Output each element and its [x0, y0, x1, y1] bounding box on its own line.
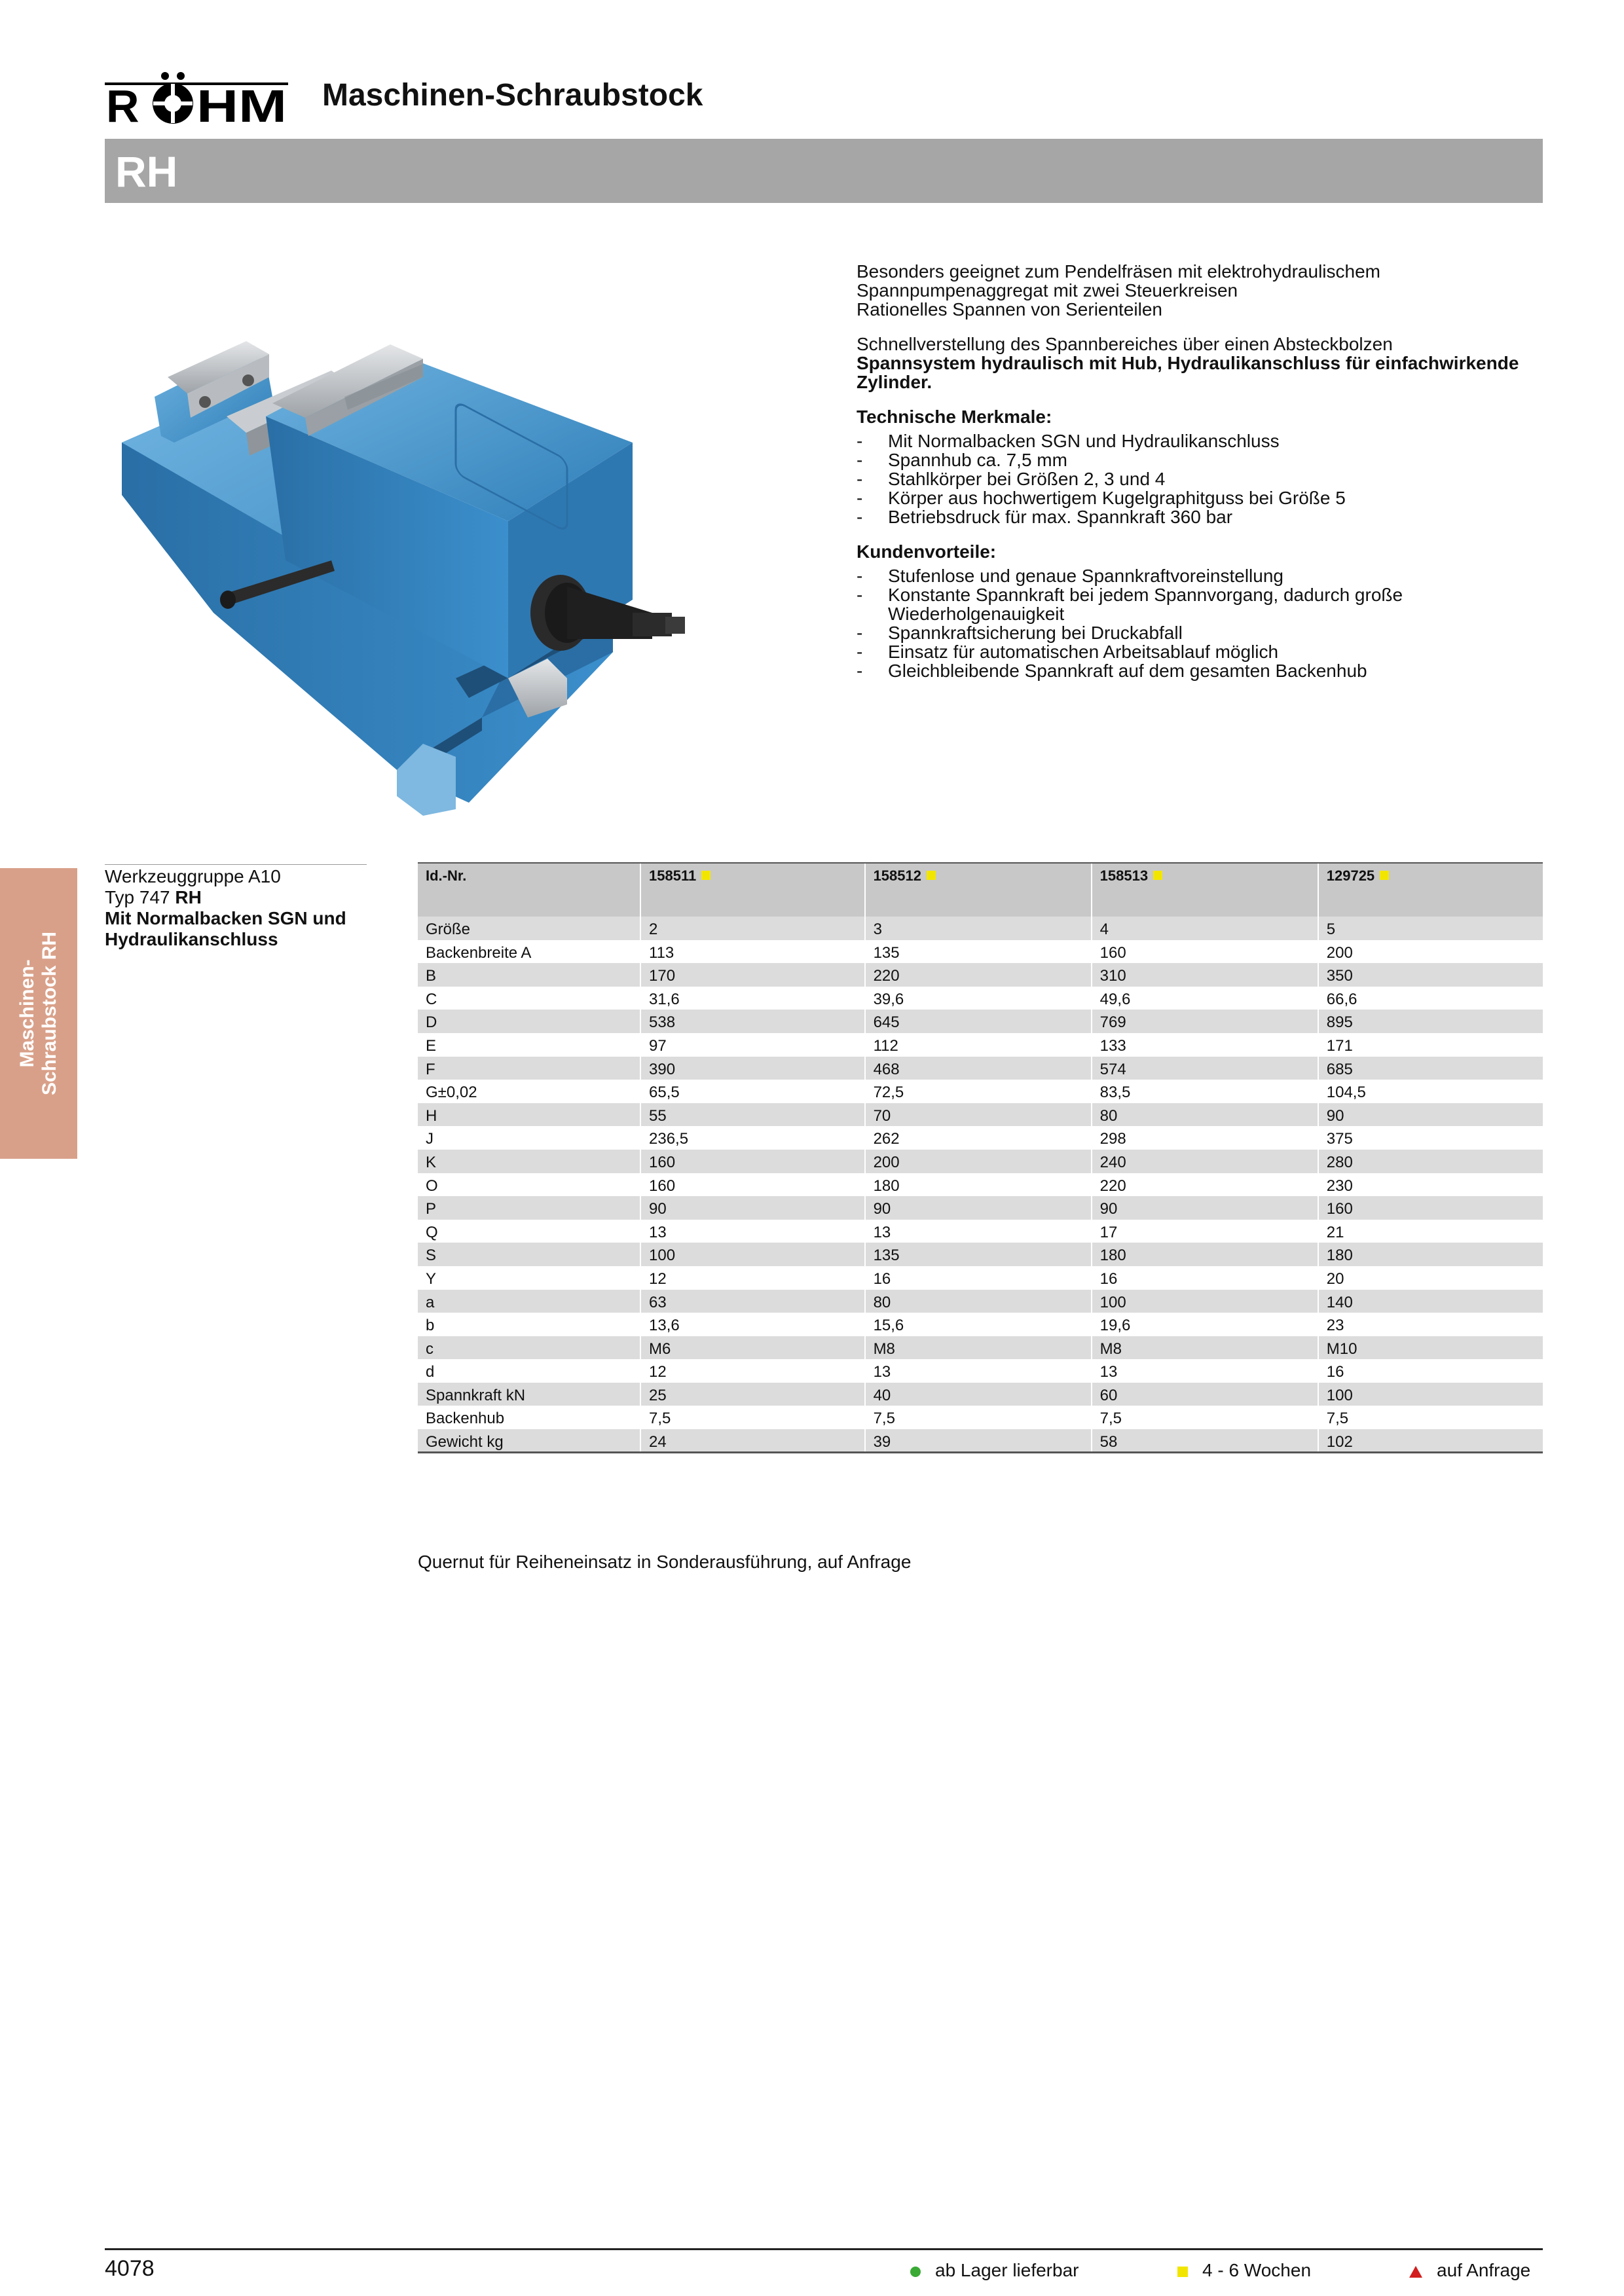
table-cell: 20: [1318, 1266, 1543, 1290]
row-label: E: [418, 1033, 640, 1057]
table-cell: 310: [1092, 963, 1318, 987]
table-cell: 15,6: [865, 1313, 1092, 1336]
side-tab: [0, 868, 77, 1159]
table-row: [418, 1173, 1543, 1197]
table-row: [418, 1243, 1543, 1266]
table-cell: 104,5: [1318, 1080, 1543, 1103]
list-item-text: Stahlkörper bei Größen 2, 3 und 4: [888, 469, 1166, 489]
technical-features-heading: Technische Merkmale:: [857, 407, 1052, 427]
table-cell: 25: [640, 1383, 865, 1406]
table-row: [418, 1150, 1543, 1173]
vise-product-image: [115, 246, 822, 816]
column-header: [640, 863, 865, 917]
list-item: [857, 488, 1538, 507]
table-cell: 574: [1092, 1057, 1318, 1080]
list-item: [857, 450, 1538, 469]
row-label: Backenbreite A: [418, 940, 640, 964]
list-item-text: Betriebsdruck für max. Spannkraft 360 bar: [888, 507, 1233, 527]
table-cell: 171: [1318, 1033, 1543, 1057]
dash: -: [857, 431, 863, 451]
jaw-info-line1: Mit Normalbacken SGN und: [105, 908, 346, 928]
series-label: RH: [115, 147, 178, 196]
customer-benefits-list: [857, 566, 1538, 680]
table-cell: 70: [865, 1103, 1092, 1127]
customer-benefits-heading: Kundenvorteile:: [857, 541, 997, 562]
table-row: [418, 1103, 1543, 1127]
page-title: Maschinen-Schraubstock: [322, 78, 703, 113]
table-row: [418, 1126, 1543, 1150]
table-cell: 135: [865, 1243, 1092, 1266]
spec-table: [418, 862, 1543, 1453]
table-cell: 140: [1318, 1290, 1543, 1313]
table-cell: 538: [640, 1010, 865, 1033]
row-label: J: [418, 1126, 640, 1150]
row-label: Größe: [418, 917, 640, 940]
row-label: d: [418, 1359, 640, 1383]
table-cell: 5: [1318, 917, 1543, 940]
legend-label: auf Anfrage: [1437, 2260, 1531, 2280]
row-label: Gewicht kg: [418, 1429, 640, 1453]
row-label: O: [418, 1173, 640, 1197]
column-header: Id.-Nr.: [418, 863, 640, 917]
roehm-logo: [105, 71, 288, 127]
table-row: [418, 1196, 1543, 1220]
table-cell: 39: [865, 1429, 1092, 1453]
column-header: [1318, 863, 1543, 917]
table-row: [418, 1336, 1543, 1360]
side-tab-line2: Schraubstock RH: [39, 931, 60, 1096]
table-cell: 13,6: [640, 1313, 865, 1336]
table-cell: 63: [640, 1290, 865, 1313]
list-item-text: Einsatz für automatischen Arbeitsablauf möglich: [888, 642, 1279, 662]
row-label: G±0,02: [418, 1080, 640, 1103]
table-cell: 375: [1318, 1126, 1543, 1150]
table-cell: 100: [1318, 1383, 1543, 1406]
row-label: D: [418, 1010, 640, 1033]
row-label: C: [418, 987, 640, 1010]
list-item-text: Spannhub ca. 7,5 mm: [888, 450, 1067, 470]
table-cell: 97: [640, 1033, 865, 1057]
availability-square-icon: [927, 871, 936, 880]
row-label: P: [418, 1196, 640, 1220]
list-item-text: Spannkraftsicherung bei Druckabfall: [888, 623, 1183, 643]
table-cell: 895: [1318, 1010, 1543, 1033]
table-cell: 350: [1318, 963, 1543, 987]
column-header: [1092, 863, 1318, 917]
tool-type-prefix: Typ 747: [105, 887, 175, 907]
table-cell: 2: [640, 917, 865, 940]
table-cell: 180: [1318, 1243, 1543, 1266]
table-cell: 23: [1318, 1313, 1543, 1336]
dash: -: [857, 642, 863, 662]
tool-type-bold: RH: [175, 887, 202, 907]
table-row: [418, 1313, 1543, 1336]
table-row: [418, 1290, 1543, 1313]
table-cell: 13: [865, 1359, 1092, 1383]
table-cell: 133: [1092, 1033, 1318, 1057]
legend-label: ab Lager lieferbar: [935, 2260, 1079, 2280]
list-item-text: Gleichbleibende Spannkraft auf dem gesamten Backenhub: [888, 661, 1367, 681]
series-band: [105, 139, 1543, 203]
row-label: S: [418, 1243, 640, 1266]
table-cell: 55: [640, 1103, 865, 1127]
list-item-text: Mit Normalbacken SGN und Hydraulikanschluss: [888, 431, 1280, 451]
column-header-text: 158511: [649, 867, 697, 884]
dash: -: [857, 623, 863, 643]
table-cell: 180: [865, 1173, 1092, 1197]
table-cell: M8: [1092, 1336, 1318, 1360]
list-item: [857, 431, 1538, 450]
table-cell: 685: [1318, 1057, 1543, 1080]
legend-label: 4 - 6 Wochen: [1202, 2260, 1312, 2280]
tool-type: [105, 887, 367, 908]
table-cell: 160: [640, 1173, 865, 1197]
list-item: [857, 469, 1538, 488]
spec-table-body: [418, 917, 1543, 1453]
table-cell: 7,5: [865, 1406, 1092, 1429]
table-cell: 65,5: [640, 1080, 865, 1103]
table-cell: M10: [1318, 1336, 1543, 1360]
table-cell: 17: [1092, 1220, 1318, 1243]
dash: -: [857, 469, 863, 489]
table-cell: 160: [1318, 1196, 1543, 1220]
table-cell: 3: [865, 917, 1092, 940]
green-dot-icon: [910, 2267, 921, 2277]
list-item: [857, 585, 1538, 623]
dash: -: [857, 488, 863, 508]
table-cell: 468: [865, 1057, 1092, 1080]
table-cell: 390: [640, 1057, 865, 1080]
table-cell: 31,6: [640, 987, 865, 1010]
dash: -: [857, 661, 863, 681]
description-system: Spannsystem hydraulisch mit Hub, Hydraulikanschluss für einfachwirkende Zylinder.: [857, 353, 1519, 392]
logo-text-r: R: [106, 81, 139, 127]
table-cell: 160: [1092, 940, 1318, 964]
description-quick-adjust: Schnellverstellung des Spannbereiches über einen Absteckbolzen: [857, 334, 1393, 354]
table-cell: M6: [640, 1336, 865, 1360]
table-cell: 13: [1092, 1359, 1318, 1383]
table-cell: 100: [640, 1243, 865, 1266]
yellow-square-icon: [1177, 2267, 1188, 2277]
technical-features-list: [857, 431, 1538, 526]
table-cell: 24: [640, 1429, 865, 1453]
table-cell: 220: [1092, 1173, 1318, 1197]
table-cell: 135: [865, 940, 1092, 964]
table-cell: 80: [1092, 1103, 1318, 1127]
list-item-text: Körper aus hochwertigem Kugelgraphitguss bei Größe 5: [888, 488, 1346, 508]
list-item-text: Stufenlose und genaue Spannkraftvoreinstellung: [888, 566, 1283, 586]
table-row: [418, 963, 1543, 987]
table-cell: 83,5: [1092, 1080, 1318, 1103]
description-intro-line: Spannpumpenaggregat mit zwei Steuerkreisen: [857, 280, 1238, 301]
table-row: [418, 1220, 1543, 1243]
table-cell: 298: [1092, 1126, 1318, 1150]
list-item: [857, 507, 1538, 526]
table-cell: 170: [640, 963, 865, 987]
dash: -: [857, 566, 863, 586]
footer-rule: [105, 2248, 1543, 2250]
table-cell: 4: [1092, 917, 1318, 940]
table-cell: 16: [1318, 1359, 1543, 1383]
table-cell: 12: [640, 1359, 865, 1383]
availability-square-icon: [1380, 871, 1389, 880]
table-cell: 102: [1318, 1429, 1543, 1453]
table-cell: 49,6: [1092, 987, 1318, 1010]
row-label: Y: [418, 1266, 640, 1290]
table-row: [418, 1429, 1543, 1453]
table-cell: 58: [1092, 1429, 1318, 1453]
table-cell: 113: [640, 940, 865, 964]
row-label: H: [418, 1103, 640, 1127]
dash: -: [857, 450, 863, 470]
list-item-text: Konstante Spannkraft bei jedem Spannvorgang, dadurch große Wiederholgenauigkeit: [888, 585, 1403, 624]
table-cell: 769: [1092, 1010, 1318, 1033]
tool-group: Werkzeuggruppe A10: [105, 866, 281, 886]
table-row: [418, 917, 1543, 940]
row-label: b: [418, 1313, 640, 1336]
column-header-text: 158513: [1099, 867, 1149, 884]
table-cell: 645: [865, 1010, 1092, 1033]
column-header-text: 158512: [873, 867, 921, 884]
table-row: [418, 1080, 1543, 1103]
table-row: [418, 987, 1543, 1010]
row-label: a: [418, 1290, 640, 1313]
table-cell: 236,5: [640, 1126, 865, 1150]
table-cell: 60: [1092, 1383, 1318, 1406]
row-label: Backenhub: [418, 1406, 640, 1429]
logo-text-hm: HM: [196, 81, 287, 127]
table-row: [418, 940, 1543, 964]
table-cell: 7,5: [640, 1406, 865, 1429]
row-label: Spannkraft kN: [418, 1383, 640, 1406]
list-item: [857, 661, 1538, 680]
table-cell: 280: [1318, 1150, 1543, 1173]
legend-in-stock: [910, 2260, 1079, 2281]
side-tab-label: [16, 932, 61, 1095]
table-row: [418, 1266, 1543, 1290]
red-triangle-icon: [1409, 2266, 1422, 2278]
table-cell: 66,6: [1318, 987, 1543, 1010]
table-cell: 19,6: [1092, 1313, 1318, 1336]
table-row: [418, 1057, 1543, 1080]
table-cell: M8: [865, 1336, 1092, 1360]
table-cell: 90: [1092, 1196, 1318, 1220]
product-description: [857, 262, 1538, 696]
table-cell: 16: [1092, 1266, 1318, 1290]
table-cell: 240: [1092, 1150, 1318, 1173]
table-cell: 90: [1318, 1103, 1543, 1127]
table-row: [418, 1383, 1543, 1406]
jaw-info-line2: Hydraulikanschluss: [105, 929, 278, 949]
legend-on-request: [1409, 2260, 1530, 2281]
table-cell: 16: [865, 1266, 1092, 1290]
table-cell: 180: [1092, 1243, 1318, 1266]
table-cell: 200: [1318, 940, 1543, 964]
table-cell: 21: [1318, 1220, 1543, 1243]
dash: -: [857, 585, 863, 605]
row-label: c: [418, 1336, 640, 1360]
table-row: [418, 1406, 1543, 1429]
table-cell: 100: [1092, 1290, 1318, 1313]
row-label: B: [418, 963, 640, 987]
table-cell: 12: [640, 1266, 865, 1290]
table-header-row: [418, 863, 1543, 917]
column-header-text: 129725: [1326, 867, 1375, 884]
table-cell: 90: [865, 1196, 1092, 1220]
page-number: 4078: [105, 2256, 155, 2281]
description-intro-line: Besonders geeignet zum Pendelfräsen mit elektrohydraulischem: [857, 261, 1380, 282]
table-row: [418, 1010, 1543, 1033]
row-label: Q: [418, 1220, 640, 1243]
table-cell: 90: [640, 1196, 865, 1220]
table-cell: 160: [640, 1150, 865, 1173]
table-cell: 13: [865, 1220, 1092, 1243]
table-cell: 262: [865, 1126, 1092, 1150]
table-row: [418, 1359, 1543, 1383]
table-cell: 39,6: [865, 987, 1092, 1010]
table-cell: 80: [865, 1290, 1092, 1313]
table-note: Quernut für Reiheneinsatz in Sonderausführung, auf Anfrage: [418, 1552, 912, 1572]
availability-square-icon: [701, 871, 710, 880]
dash: -: [857, 507, 863, 527]
table-cell: 7,5: [1092, 1406, 1318, 1429]
row-label: F: [418, 1057, 640, 1080]
table-cell: 7,5: [1318, 1406, 1543, 1429]
legend-weeks: [1177, 2260, 1311, 2281]
column-header: [865, 863, 1092, 917]
table-row: [418, 1033, 1543, 1057]
description-intro: [857, 262, 1538, 319]
list-item: [857, 566, 1538, 585]
list-item: [857, 623, 1538, 642]
table-cell: 72,5: [865, 1080, 1092, 1103]
side-tab-line1: Maschinen-: [16, 959, 38, 1068]
table-cell: 200: [865, 1150, 1092, 1173]
description-clamping: [857, 335, 1538, 392]
availability-square-icon: [1153, 871, 1162, 880]
row-label: K: [418, 1150, 640, 1173]
table-cell: 13: [640, 1220, 865, 1243]
tool-group-info: [105, 864, 367, 950]
list-item: [857, 642, 1538, 661]
table-cell: 230: [1318, 1173, 1543, 1197]
description-intro-line: Rationelles Spannen von Serienteilen: [857, 299, 1162, 319]
table-cell: 40: [865, 1383, 1092, 1406]
table-cell: 220: [865, 963, 1092, 987]
table-cell: 112: [865, 1033, 1092, 1057]
